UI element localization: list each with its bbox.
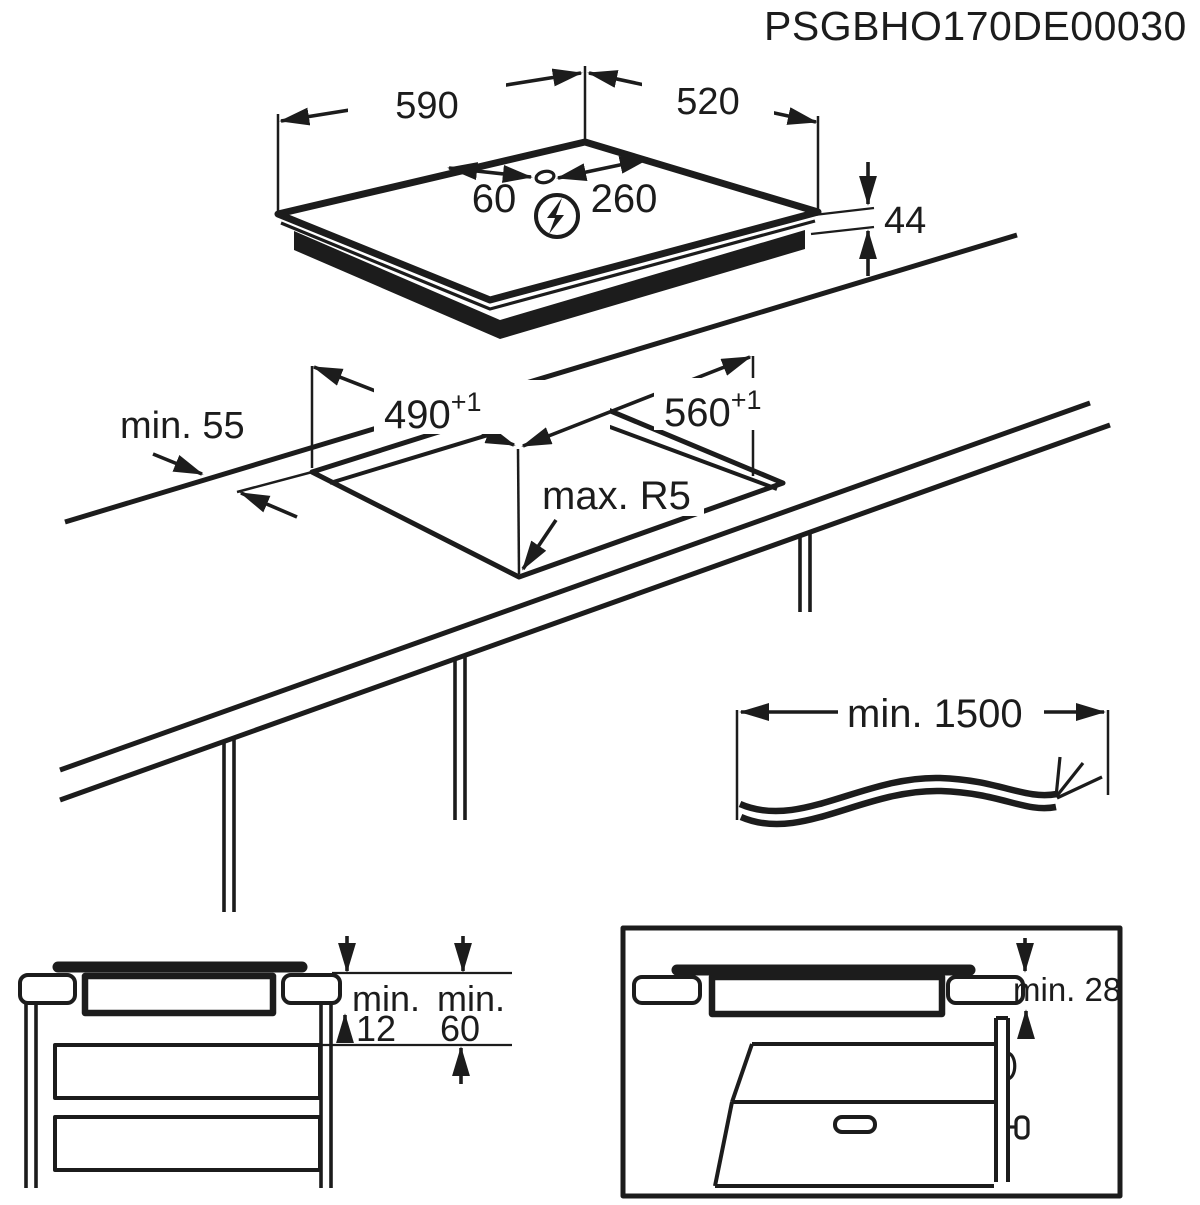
ref-line-44-bottom <box>811 227 874 234</box>
hob-body-section <box>85 976 273 1013</box>
worktop-section-right <box>283 975 340 1003</box>
worktop-section-right <box>948 977 1023 1003</box>
dim-label-520: 520 <box>676 81 740 123</box>
dim-label-490: 490+1 <box>384 387 482 437</box>
dim-label-60: 60 <box>471 177 517 221</box>
dim-label-r5: max. R5 <box>542 474 691 518</box>
built-under-oven <box>715 1044 996 1186</box>
cabinet-walls <box>26 1003 331 1188</box>
model-code-title: PSGBHO170DE00030 <box>764 3 1187 49</box>
oven-installation-view <box>623 928 1121 1196</box>
cable-wire-ends <box>1056 757 1102 798</box>
dim-label-590: 590 <box>395 85 459 127</box>
drawer-front-lower <box>55 1117 320 1170</box>
dim-arrow-55-a <box>153 454 202 474</box>
worktop-section-left <box>20 975 75 1003</box>
ref-line-44-top <box>814 208 874 215</box>
worktop-cutout-view <box>60 235 1110 912</box>
drawer-front-upper <box>55 1045 320 1098</box>
dim-label-260: 260 <box>590 177 658 221</box>
dim-label-min60-prefix: min. <box>437 978 506 1019</box>
hob-isometric-view <box>278 66 926 339</box>
oven-handle <box>835 1117 875 1132</box>
dim-label-min12-prefix: min. <box>352 978 421 1019</box>
mains-cable-view <box>737 688 1108 824</box>
extension-line-55 <box>237 471 316 492</box>
dim-label-min28: min. 28 <box>1013 971 1122 1008</box>
cabinet-side-panels <box>224 533 810 912</box>
dim-label-min1500: min. 1500 <box>847 692 1023 736</box>
worktop-section-left <box>634 977 700 1003</box>
hob-body-section <box>712 977 942 1014</box>
dim-arrow-55-b <box>241 493 297 517</box>
lightning-bolt-icon <box>536 195 578 237</box>
dim-label-min12-value: 12 <box>356 1008 397 1049</box>
dim-label-min60-value: 60 <box>440 1008 481 1049</box>
dim-label-44: 44 <box>884 200 927 242</box>
dim-label-min55: min. 55 <box>120 405 245 447</box>
cabinet-side-panel <box>996 1018 1028 1182</box>
dim-label-560: 560+1 <box>664 385 762 435</box>
knob <box>1016 1117 1028 1138</box>
corner-projection-line <box>518 449 519 574</box>
drawer-installation-view <box>20 936 512 1188</box>
